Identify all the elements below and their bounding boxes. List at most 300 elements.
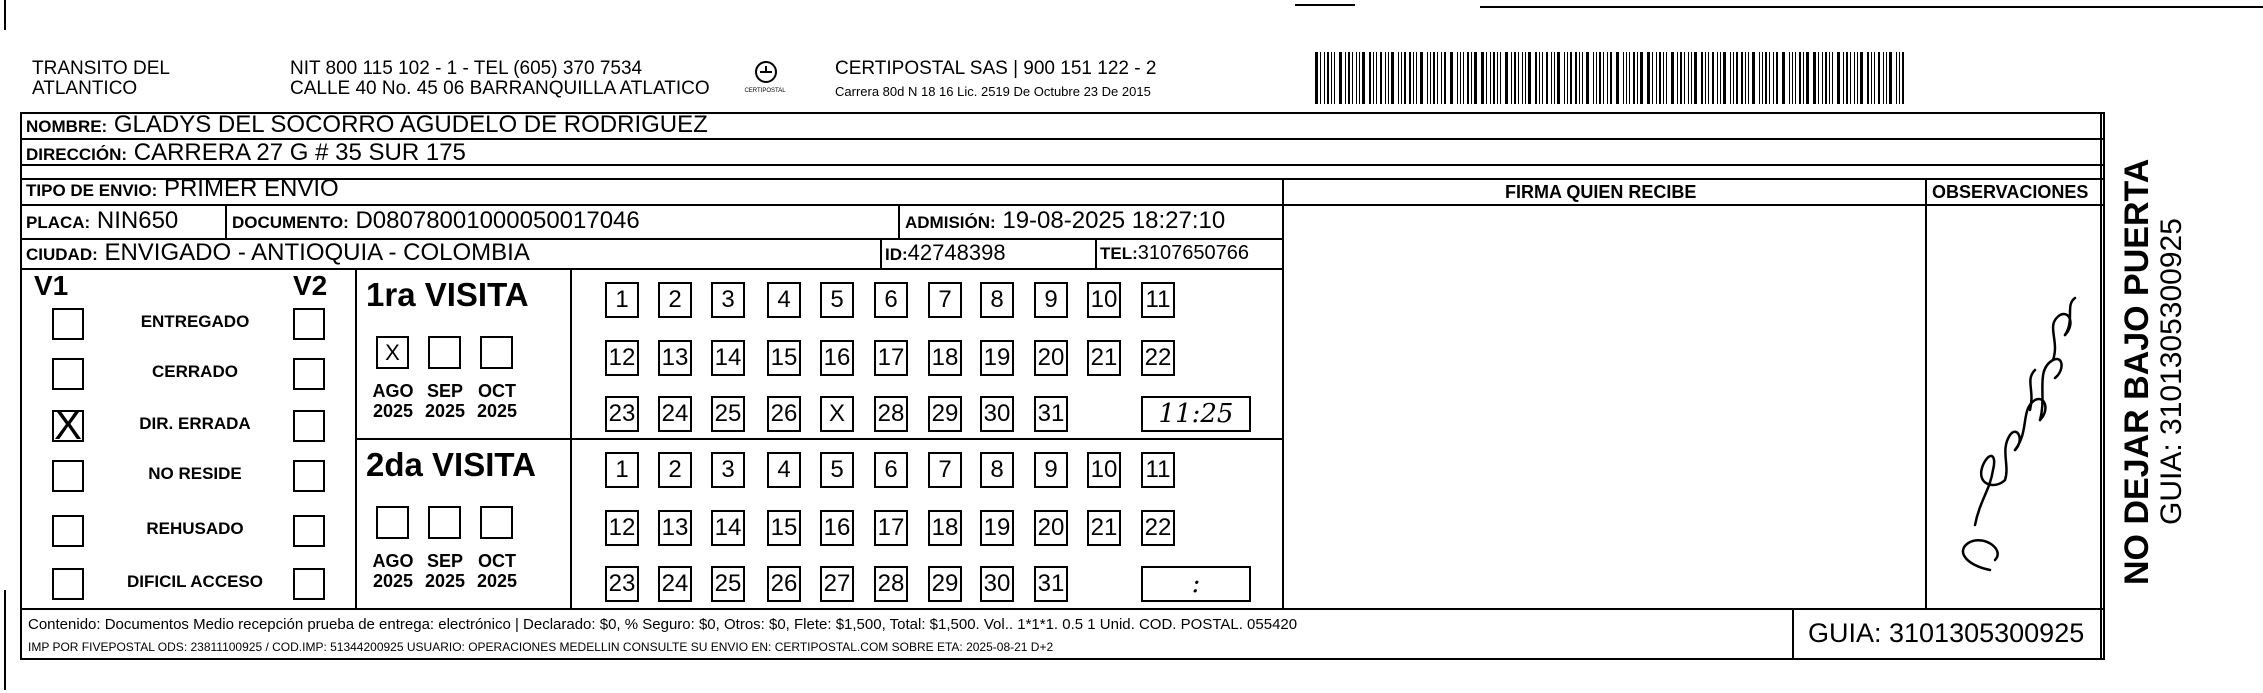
barcode-bar (1409, 52, 1411, 104)
barcode-bar (1398, 52, 1399, 104)
v1-header: V1 (34, 270, 69, 301)
barcode-bar (1883, 52, 1884, 104)
barcode-bar (1327, 52, 1329, 104)
barcode-bar (1463, 52, 1464, 104)
barcode-bar (1570, 52, 1572, 104)
v2-checkbox (293, 568, 325, 600)
day-box: 25 (711, 396, 745, 432)
nombre-value: GLADYS DEL SOCORRO AGUDELO DE RODRIGUEZ (113, 111, 708, 138)
col-divider (1282, 178, 1284, 608)
barcode-bar (1430, 52, 1431, 104)
day-box: 4 (767, 282, 801, 318)
barcode-bar (1575, 52, 1577, 104)
documento-field (232, 206, 640, 238)
barcode-bar (1599, 52, 1601, 104)
barcode-bar (1450, 52, 1453, 104)
barcode-bar (1652, 52, 1653, 104)
status-label: DIR. ERRADA (139, 414, 251, 433)
day-box: 18 (928, 340, 962, 376)
col-divider (1925, 178, 1927, 608)
barcode-bar (1822, 52, 1823, 104)
barcode-bar (1818, 52, 1819, 104)
day-box: 25 (711, 566, 745, 602)
barcode-bar (1420, 52, 1423, 104)
direccion-field (26, 138, 466, 170)
barcode-bar (1860, 52, 1863, 104)
barcode-bar (1497, 52, 1498, 104)
ciudad-label: CIUDAD: (26, 245, 98, 264)
barcode-bar (1616, 52, 1619, 104)
barcode-bar (1564, 52, 1565, 104)
barcode-bar (1391, 52, 1394, 104)
month-name: SEP (426, 381, 464, 401)
day-box: 2 (658, 452, 692, 488)
col-divider (355, 268, 357, 608)
barcode-bar (1582, 52, 1583, 104)
day-box: 1 (605, 452, 639, 488)
carrier-license: Carrera 80d N 18 16 Lic. 2519 De Octubre 23 De 2015 (835, 84, 1151, 99)
day-box: 17 (874, 510, 908, 546)
col-divider (570, 268, 572, 608)
carrier-name: CERTIPOSTAL SAS | 900 151 122 - 2 (835, 58, 1157, 79)
barcode-bar (1846, 52, 1848, 104)
barcode-bar (1708, 52, 1709, 104)
barcode-bar (1610, 52, 1612, 104)
barcode-bar (1896, 52, 1897, 104)
barcode-bar (1691, 52, 1692, 104)
barcode-bar (1528, 52, 1531, 104)
barcode-bar (1352, 52, 1353, 104)
sender-address: CALLE 40 No. 45 06 BARRANQUILLA ATLATICO (290, 78, 710, 99)
barcode-bar (1623, 52, 1624, 104)
day-box: 5 (820, 452, 854, 488)
tel-field (1100, 238, 1249, 269)
barcode-bar (1535, 52, 1537, 104)
barcode-bar (1579, 52, 1580, 104)
barcode-bar (1586, 52, 1589, 104)
col-divider (898, 204, 900, 238)
scan-edge-mark (4, 0, 6, 30)
day-box: 6 (874, 452, 908, 488)
barcode-bar (1511, 52, 1512, 104)
v2-checkbox (293, 308, 325, 340)
barcode-bar (1789, 52, 1790, 104)
barcode-bar (1886, 52, 1887, 104)
barcode-bar (1701, 52, 1703, 104)
barcode-bar (1441, 52, 1442, 104)
handwritten-signature (1935, 250, 2095, 590)
barcode-bar (1889, 52, 1892, 104)
tipo-envio-field (26, 174, 339, 206)
day-box: 9 (1034, 452, 1068, 488)
barcode-bar (1457, 52, 1458, 104)
no-dejar-bajo-puerta: NO DEJAR BAJO PUERTA (2118, 158, 2156, 585)
barcode-bar (1514, 52, 1516, 104)
barcode-bar (1867, 52, 1869, 104)
status-label: REHUSADO (146, 519, 244, 538)
barcode-bar (1659, 52, 1661, 104)
day-box: 11 (1141, 452, 1175, 488)
direccion-label: DIRECCIÓN: (26, 145, 128, 164)
barcode-bar (1776, 52, 1778, 104)
id-field (885, 238, 1006, 270)
day-box: 8 (980, 452, 1014, 488)
barcode-bar (1362, 52, 1365, 104)
tipo-envio-label: TIPO DE ENVIO: (26, 181, 158, 200)
barcode-bar (1705, 52, 1706, 104)
barcode-bar (1741, 52, 1743, 104)
barcode-bar (1871, 52, 1872, 104)
tel-label: TEL: (1100, 244, 1138, 263)
barcode-bar (1829, 52, 1830, 104)
barcode-bar (1490, 52, 1491, 104)
barcode-bar (1522, 52, 1523, 104)
barcode-bar (1825, 52, 1827, 104)
documento-label: DOCUMENTO: (232, 213, 349, 232)
barcode-bar (1518, 52, 1519, 104)
barcode-bar (1331, 52, 1332, 104)
day-box: 16 (820, 340, 854, 376)
id-value: 42748398 (907, 240, 1006, 265)
day-box: 26 (767, 396, 801, 432)
barcode-bar (1843, 52, 1844, 104)
barcode-bar (1551, 52, 1552, 104)
day-box: 18 (928, 510, 962, 546)
v1-checkbox (52, 515, 84, 547)
barcode-bar (1567, 52, 1568, 104)
barcode-bar (1799, 52, 1801, 104)
barcode-bar (1795, 52, 1796, 104)
day-box: 14 (711, 340, 745, 376)
status-label: DIFICIL ACCESO (126, 572, 263, 591)
barcode-bar (1486, 52, 1487, 104)
placa-value: NIN650 (96, 207, 179, 234)
day-box: 24 (658, 396, 692, 432)
day-box: 6 (874, 282, 908, 318)
documento-value: D08078001000050017046 (355, 207, 640, 234)
barcode-bar (1663, 52, 1664, 104)
day-box: 20 (1034, 340, 1068, 376)
month-name: AGO (372, 381, 414, 401)
scan-top-line (1480, 6, 2263, 8)
barcode-bar (1878, 52, 1880, 104)
barcode-bar (1677, 52, 1678, 104)
certipostal-logo-icon (752, 60, 780, 88)
month-year: 2025 (424, 401, 466, 421)
day-box: 5 (820, 282, 854, 318)
barcode-bar (1730, 52, 1731, 104)
day-box: 30 (980, 566, 1014, 602)
v2-header: V2 (293, 270, 328, 301)
scan-edge-mark (4, 590, 6, 690)
day-box: 29 (928, 396, 962, 432)
day-box: 13 (658, 510, 692, 546)
barcode-bar (1324, 52, 1325, 104)
barcode-bar (1723, 52, 1726, 104)
barcode-bar (1607, 52, 1608, 104)
month-checkbox (428, 336, 461, 369)
barcode-bar (1500, 52, 1501, 104)
ciudad-field (26, 238, 530, 270)
direccion-value: CARRERA 27 G # 35 SUR 175 (133, 139, 466, 166)
barcode-bar (1460, 52, 1461, 104)
barcode-bar (1345, 52, 1346, 104)
placa-label: PLACA: (26, 213, 91, 232)
barcode-bar (1467, 52, 1469, 104)
visit-time: 11:25 (1141, 396, 1251, 432)
day-box: 3 (711, 452, 745, 488)
observaciones-header: OBSERVACIONES (1932, 182, 2089, 202)
barcode-bar (1656, 52, 1657, 104)
barcode-bar (1626, 52, 1627, 104)
day-box: 12 (605, 510, 639, 546)
barcode-bar (1850, 52, 1851, 104)
nombre-label: NOMBRE: (26, 117, 108, 136)
barcode-bar (1593, 52, 1594, 104)
day-box: 27 (820, 566, 854, 602)
day-box: 24 (658, 566, 692, 602)
day-box: 31 (1034, 566, 1068, 602)
barcode-bar (1637, 52, 1638, 104)
barcode-bar (1857, 52, 1858, 104)
barcode-bar (1803, 52, 1804, 104)
month-name: AGO (372, 551, 414, 571)
tipo-envio-value: PRIMER ENVIO (163, 175, 339, 202)
barcode-bar (1596, 52, 1597, 104)
sender-name-line1: TRANSITO DEL (32, 58, 170, 79)
placa-field (26, 206, 178, 238)
barcode-bar (1813, 52, 1816, 104)
barcode-bar (1629, 52, 1630, 104)
barcode-bar (1481, 52, 1484, 104)
day-box: 21 (1087, 340, 1121, 376)
month-name: OCT (478, 551, 516, 571)
day-box: 13 (658, 340, 692, 376)
day-box: 28 (874, 566, 908, 602)
barcode-bar (1752, 52, 1755, 104)
month-year: 2025 (372, 571, 414, 591)
barcode-bar (1348, 52, 1350, 104)
day-box: 19 (980, 340, 1014, 376)
barcode-bar (1557, 52, 1560, 104)
side-guia: GUIA: 3101305300925 (2155, 218, 2188, 525)
barcode-bar (1505, 52, 1508, 104)
footer-imp: IMP POR FIVEPOSTAL ODS: 23811100925 / COD.IMP: 51344200925 USUARIO: OPERACIONES MEDELLIN CONSULTE SU ENVIO EN: CERTIPOSTAL.COM SOBRE ETA: 2025-08-21 D+2 (28, 640, 1054, 654)
barcode-bar (1339, 52, 1342, 104)
barcode-bar (1385, 52, 1386, 104)
barcode-bar (1640, 52, 1643, 104)
barcode-bar (1413, 52, 1414, 104)
admision-value: 19-08-2025 18:27:10 (1002, 207, 1226, 234)
barcode-bar (1837, 52, 1840, 104)
month-year: 2025 (424, 571, 466, 591)
month-checkbox: X (376, 336, 409, 369)
barcode-bar (1712, 52, 1714, 104)
barcode-bar (1680, 52, 1682, 104)
status-label: NO RESIDE (148, 464, 242, 483)
day-box: 4 (767, 452, 801, 488)
day-box: 17 (874, 340, 908, 376)
status-label: ENTREGADO (140, 312, 250, 331)
scan-top-dash (1295, 4, 1355, 6)
barcode-bar (1854, 52, 1855, 104)
barcode-bar (1356, 52, 1357, 104)
v2-checkbox (293, 515, 325, 547)
month-checkbox (480, 336, 513, 369)
col-divider (225, 204, 227, 238)
v1-checkbox (52, 460, 84, 492)
month-checkbox (428, 506, 461, 539)
barcode-bar (1762, 52, 1763, 104)
barcode-bar (1388, 52, 1389, 104)
day-box: 12 (605, 340, 639, 376)
barcode-bar (1720, 52, 1721, 104)
barcode-bar (1369, 52, 1371, 104)
month-checkbox (376, 506, 409, 539)
day-box: 1 (605, 282, 639, 318)
barcode-bar (1736, 52, 1738, 104)
barcode-bar (1765, 52, 1767, 104)
barcode-bar (1474, 52, 1477, 104)
barcode-bar (1373, 52, 1374, 104)
col-divider (880, 238, 882, 268)
barcode-bar (1525, 52, 1526, 104)
firma-header: FIRMA QUIEN RECIBE (1505, 182, 1697, 202)
day-box: 11 (1141, 282, 1175, 318)
day-box: 15 (767, 510, 801, 546)
logo-caption: CERTIPOSTAL (744, 88, 786, 94)
day-box: 3 (711, 282, 745, 318)
month-name: SEP (426, 551, 464, 571)
barcode-bar (1874, 52, 1875, 104)
barcode-bar (1694, 52, 1697, 104)
visit-title: 1ra VISITA (366, 276, 529, 313)
v1-checkbox (52, 358, 84, 390)
barcode-bar (1745, 52, 1746, 104)
barcode-bar (1792, 52, 1793, 104)
day-box: 21 (1087, 510, 1121, 546)
day-box: 22 (1141, 340, 1175, 376)
v1-checkbox (52, 568, 84, 600)
barcode-bar (1471, 52, 1472, 104)
barcode-bar (1334, 52, 1335, 104)
col-header-divider (1282, 204, 2105, 206)
day-box: 28 (874, 396, 908, 432)
v2-checkbox (293, 460, 325, 492)
barcode-bar (1315, 52, 1318, 104)
barcode-bar (1647, 52, 1650, 104)
barcode-bar (1782, 52, 1785, 104)
barcode-bar (1546, 52, 1548, 104)
month-year: 2025 (476, 571, 518, 591)
sender-nit: NIT 800 115 102 - 1 - TEL (605) 370 7534 (290, 58, 643, 79)
day-box: 10 (1087, 452, 1121, 488)
barcode-bar (1539, 52, 1540, 104)
barcode-bar (1733, 52, 1734, 104)
barcode-bar (1433, 52, 1435, 104)
barcode-bar (1633, 52, 1635, 104)
barcode-bar (1666, 52, 1667, 104)
day-box: 7 (928, 282, 962, 318)
ciudad-value: ENVIGADO - ANTIOQUIA - COLOMBIA (104, 239, 530, 266)
barcode-bar (1376, 52, 1377, 104)
barcode-bar (1554, 52, 1555, 104)
barcode-bar (1359, 52, 1360, 104)
day-box: 19 (980, 510, 1014, 546)
visit-time: : (1141, 566, 1251, 602)
barcode-bar (1437, 52, 1438, 104)
barcode-bar (1832, 52, 1833, 104)
barcode-bar (1748, 52, 1749, 104)
day-box: 20 (1034, 510, 1068, 546)
admision-field (905, 206, 1225, 238)
month-year: 2025 (476, 401, 518, 421)
id-label: ID: (885, 245, 908, 264)
day-box: X (820, 396, 854, 432)
day-box: 14 (711, 510, 745, 546)
barcode-bar (1688, 52, 1689, 104)
day-box: 9 (1034, 282, 1068, 318)
barcode-bar (1806, 52, 1809, 104)
v2-checkbox (293, 358, 325, 390)
barcode-bar (1902, 52, 1904, 104)
barcode-bar (1542, 52, 1543, 104)
status-label: CERRADO (152, 362, 238, 381)
barcode-bar (1416, 52, 1417, 104)
barcode-bar (1320, 52, 1321, 104)
day-box: 23 (605, 566, 639, 602)
barcode-bar (1404, 52, 1406, 104)
barcode-bar (1759, 52, 1760, 104)
day-box: 30 (980, 396, 1014, 432)
day-box: 7 (928, 452, 962, 488)
col-divider (1095, 238, 1097, 268)
month-year: 2025 (372, 401, 414, 421)
footer-guia: GUIA: 3101305300925 (1808, 618, 2085, 648)
barcode-bar (1444, 52, 1446, 104)
visit-title: 2da VISITA (366, 446, 536, 483)
col-divider (1792, 608, 1794, 660)
barcode-bar (1773, 52, 1774, 104)
barcode-bar (1899, 52, 1900, 104)
barcode-bar (1493, 52, 1495, 104)
barcode-bar (1769, 52, 1770, 104)
barcode-bar (1671, 52, 1674, 104)
barcode-bar (1603, 52, 1604, 104)
day-box: 8 (980, 282, 1014, 318)
day-box: 26 (767, 566, 801, 602)
v1-checkbox: X (54, 401, 83, 448)
col-divider (2100, 112, 2102, 660)
barcode-bar (1380, 52, 1382, 104)
tel-value: 3107650766 (1137, 242, 1250, 264)
day-box: 22 (1141, 510, 1175, 546)
sender-name-line2: ATLANTICO (32, 78, 138, 99)
visit-divider (355, 438, 1282, 440)
admision-label: ADMISIÓN: (905, 213, 996, 232)
v2-checkbox (293, 410, 325, 442)
day-box: 29 (928, 566, 962, 602)
barcode-bar (1427, 52, 1428, 104)
day-box: 23 (605, 396, 639, 432)
barcode-bar (1401, 52, 1402, 104)
barcode-bar (1684, 52, 1685, 104)
day-box: 2 (658, 282, 692, 318)
v1-checkbox (52, 308, 84, 340)
day-box: 15 (767, 340, 801, 376)
day-box: 10 (1087, 282, 1121, 318)
footer-contenido: Contenido: Documentos Medio recepción prueba de entrega: electrónico | Declarado: $0, % Seguro: $0, Otros: $0, Flete: $1,500, Total: $1,500. Vol.. 1*1*1. 0.5 1 Unid. COD. POSTAL. 055420 (28, 616, 1298, 633)
